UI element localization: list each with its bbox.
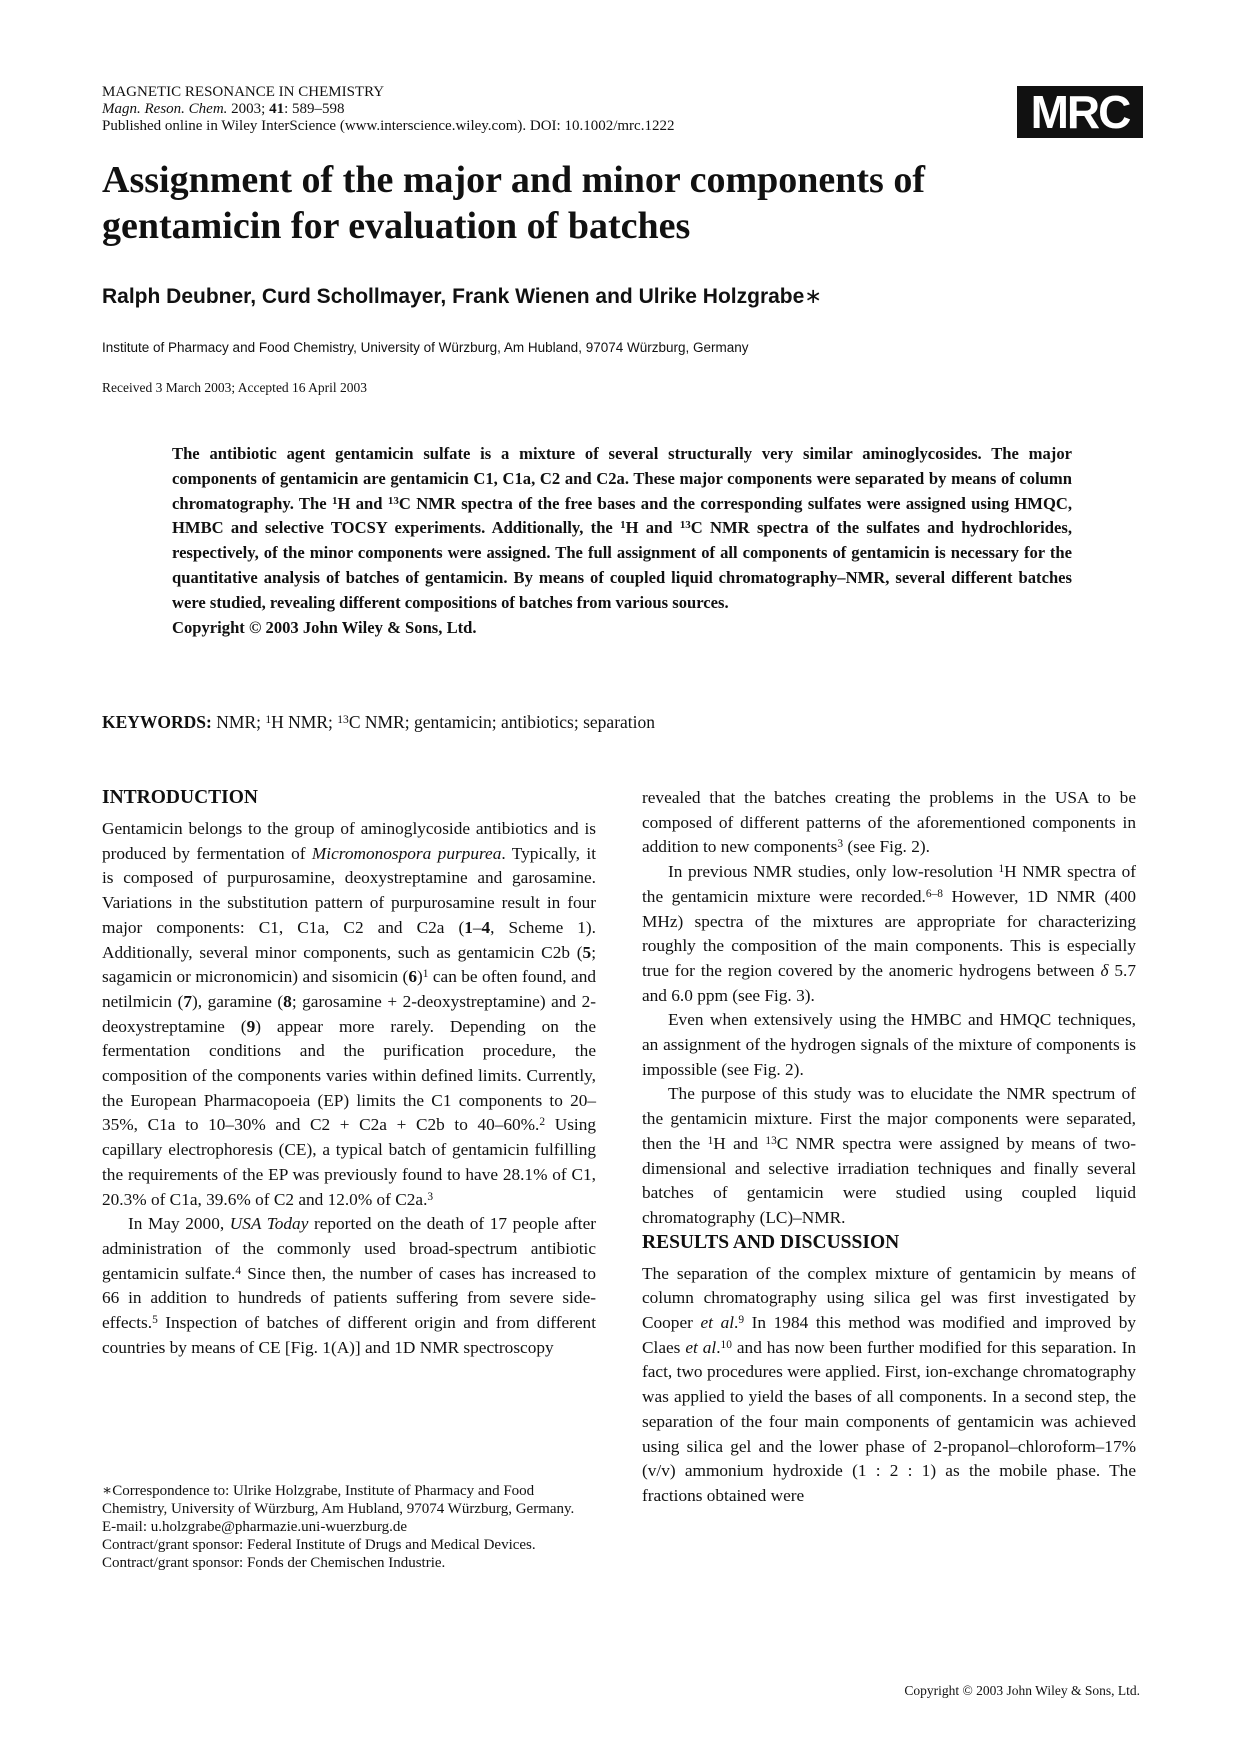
abstract-copyright: Copyright © 2003 John Wiley & Sons, Ltd. — [172, 617, 477, 637]
section-heading-introduction: INTRODUCTION — [102, 787, 259, 808]
journal-name: MAGNETIC RESONANCE IN CHEMISTRY — [102, 84, 385, 100]
journal-header — [102, 84, 674, 135]
paragraph: The purpose of this study was to elucidate the NMR spectrum of the gentamicin mixture. First the major components were separated, then the $^1$H and $^{13}$C NMR spectra were assigned by means of two-dimensional and selective irradiation techniques and finally several batches of gentamicin were studied using coupled liquid chromatography (LC)–NMR. — [642, 1084, 1136, 1227]
email: E-mail: u.holzgrabe@pharmazie.uni-wuerzburg.de — [102, 1519, 408, 1535]
right-column — [642, 786, 1136, 1509]
paragraph: In previous NMR studies, only low-resolution $^1$H NMR spectra of the gentamicin mixture were recorded.$^{6-8}$ However, 1D NMR (400 MHz) spectra of the mixtures are appropriate for characterizing roughly the composition of the main components. This is especially true for the region covered by the anomeric hydrogens between δ 5.7 and 6.0 ppm (see Fig. 3). — [642, 862, 1137, 1005]
received-dates: Received 3 March 2003; Accepted 16 April 2003 — [102, 380, 368, 395]
author-list: Ralph Deubner, Curd Schollmayer, Frank Wienen and Ulrike Holzgrabe∗ — [102, 285, 822, 308]
affiliation: Institute of Pharmacy and Food Chemistry, University of Würzburg, Am Hubland, 97074 Würzburg, Germany — [102, 340, 749, 355]
abstract: The antibiotic agent gentamicin sulfate is a mixture of several structurally very similar aminoglycosides. The major components of gentamicin are gentamicin C1, C1a, C2 and C2a. These major components were separated by means of column chromatography. The $^1$H and $^{13}$C NMR spectra of the free bases and the corresponding sulfates were assigned using HMQC, HMBC and selective TOCSY experiments. Additionally, the $^1$H and $^{13}$C NMR spectra of the sulfates and hydrochlorides, respectively, of the minor components were assigned. The full assignment of all components of gentamicin is necessary for the quantitative analysis of batches of gentamicin. By means of coupled liquid chromatography–NMR, several different batches were studied, revealing different compositions of batches from various sources. Copyright © 2003 John Wiley & Sons, Ltd. — [172, 444, 1072, 637]
journal-logo: MRC — [1017, 86, 1143, 138]
paragraph: In May 2000, USA Today reported on the death of 17 people after administration of the commonly used broad-spectrum antibiotic gentamicin sulfate.$^4$ Since then, the number of cases has increased to 66 in addition to hundreds of patients suffering from severe side-effects.$^5$ Inspection of batches of different origin and from different countries by means of CE [Fig. 1(A)] and 1D NMR spectroscopy — [102, 1214, 596, 1357]
correspondence-footnote: ∗Correspondence to: Ulrike Holzgrabe, Institute of Pharmacy and Food Chemistry, University of Würzburg, Am Hubland, 97074 Würzburg, Germany. E-mail: u.holzgrabe@pharmazie.uni-wuerzburg.de Contract/grant sponsor: Federal Institute of Drugs and Medical Devices. Contract/grant sponsor: Fonds der Chemischen Industrie. — [102, 1482, 596, 1572]
journal-citation: Magn. Reson. Chem. 2003; 41: 589–598 — [102, 101, 345, 117]
paragraph: Even when extensively using the HMBC and HMQC techniques, an assignment of the hydrogen signals of the mixture of components is impossible (see Fig. 2). — [642, 1010, 1136, 1079]
paragraph: The separation of the complex mixture of gentamicin by means of column chromatography using silica gel was first investigated by Cooper et al.$^9$ In 1984 this method was modified and improved by Claes et al.$^{10}$ and has now been further modified for this separation. In fact, two procedures were applied. First, ion-exchange chromatography was applied to yield the bases of all components. In a second step, the separation of the four main components of gentamicin was achieved using silica gel and the lower phase of 2-propanol–chloroform–17% (v/v) ammonium hydroxide (1 : 2 : 1) as the mobile phase. The fractions obtained were — [642, 1263, 1137, 1505]
section-heading-results: RESULTS AND DISCUSSION — [642, 1231, 900, 1253]
publication-info: Published online in Wiley InterScience (www.interscience.wiley.com). DOI: 10.1002/mrc.1222 — [102, 118, 675, 134]
paragraph: revealed that the batches creating the problems in the USA to be composed of different patterns of the aforementioned components in addition to new components$^3$ (see Fig. 2). — [642, 788, 1136, 857]
left-column — [102, 786, 596, 1360]
page-copyright: Copyright © 2003 John Wiley & Sons, Ltd. — [904, 1683, 1140, 1698]
paragraph: Gentamicin belongs to the group of aminoglycoside antibiotics and is produced by fermentation of Micromonospora purpurea. Typically, it is composed of purpurosamine, deoxystreptamine and garosamine. Variations in the substitution pattern of purpurosamine result in four major components: C1, C1a, C2 and C2a (1–4, Scheme 1). Additionally, several minor components, such as gentamicin C2b (5; sagamicin or micronomicin) and sisomicin $(6)^1$ can be often found, and netilmicin (7), garamine (8; garosamine + 2-deoxystreptamine) and 2-deoxystreptamine (9) appear more rarely. Depending on the fermentation conditions and the purification procedure, the composition of the components varies within defined limits. Currently, the European Pharmacopoeia (EP) limits the C1 components to 20–35%, C1a to 10–30% and C2 + C2a + C2b to 40–60%.$^2$ Using capillary electrophoresis (CE), a typical batch of gentamicin fulfilling the requirements of the EP was previously found to have 28.1% of C1, 20.3% of C1a, 39.6% of C2 and 12.0% of C2a.$^3$ — [102, 819, 597, 1209]
correspondence-mark: ∗ — [804, 285, 822, 308]
keywords: KEYWORDS: NMR; $^1$H NMR; $^{13}$C NMR; gentamicin; antibiotics; separation — [102, 712, 656, 732]
article-title: Assignment of the major and minor components of gentamicin for evaluation of batches — [102, 159, 925, 247]
